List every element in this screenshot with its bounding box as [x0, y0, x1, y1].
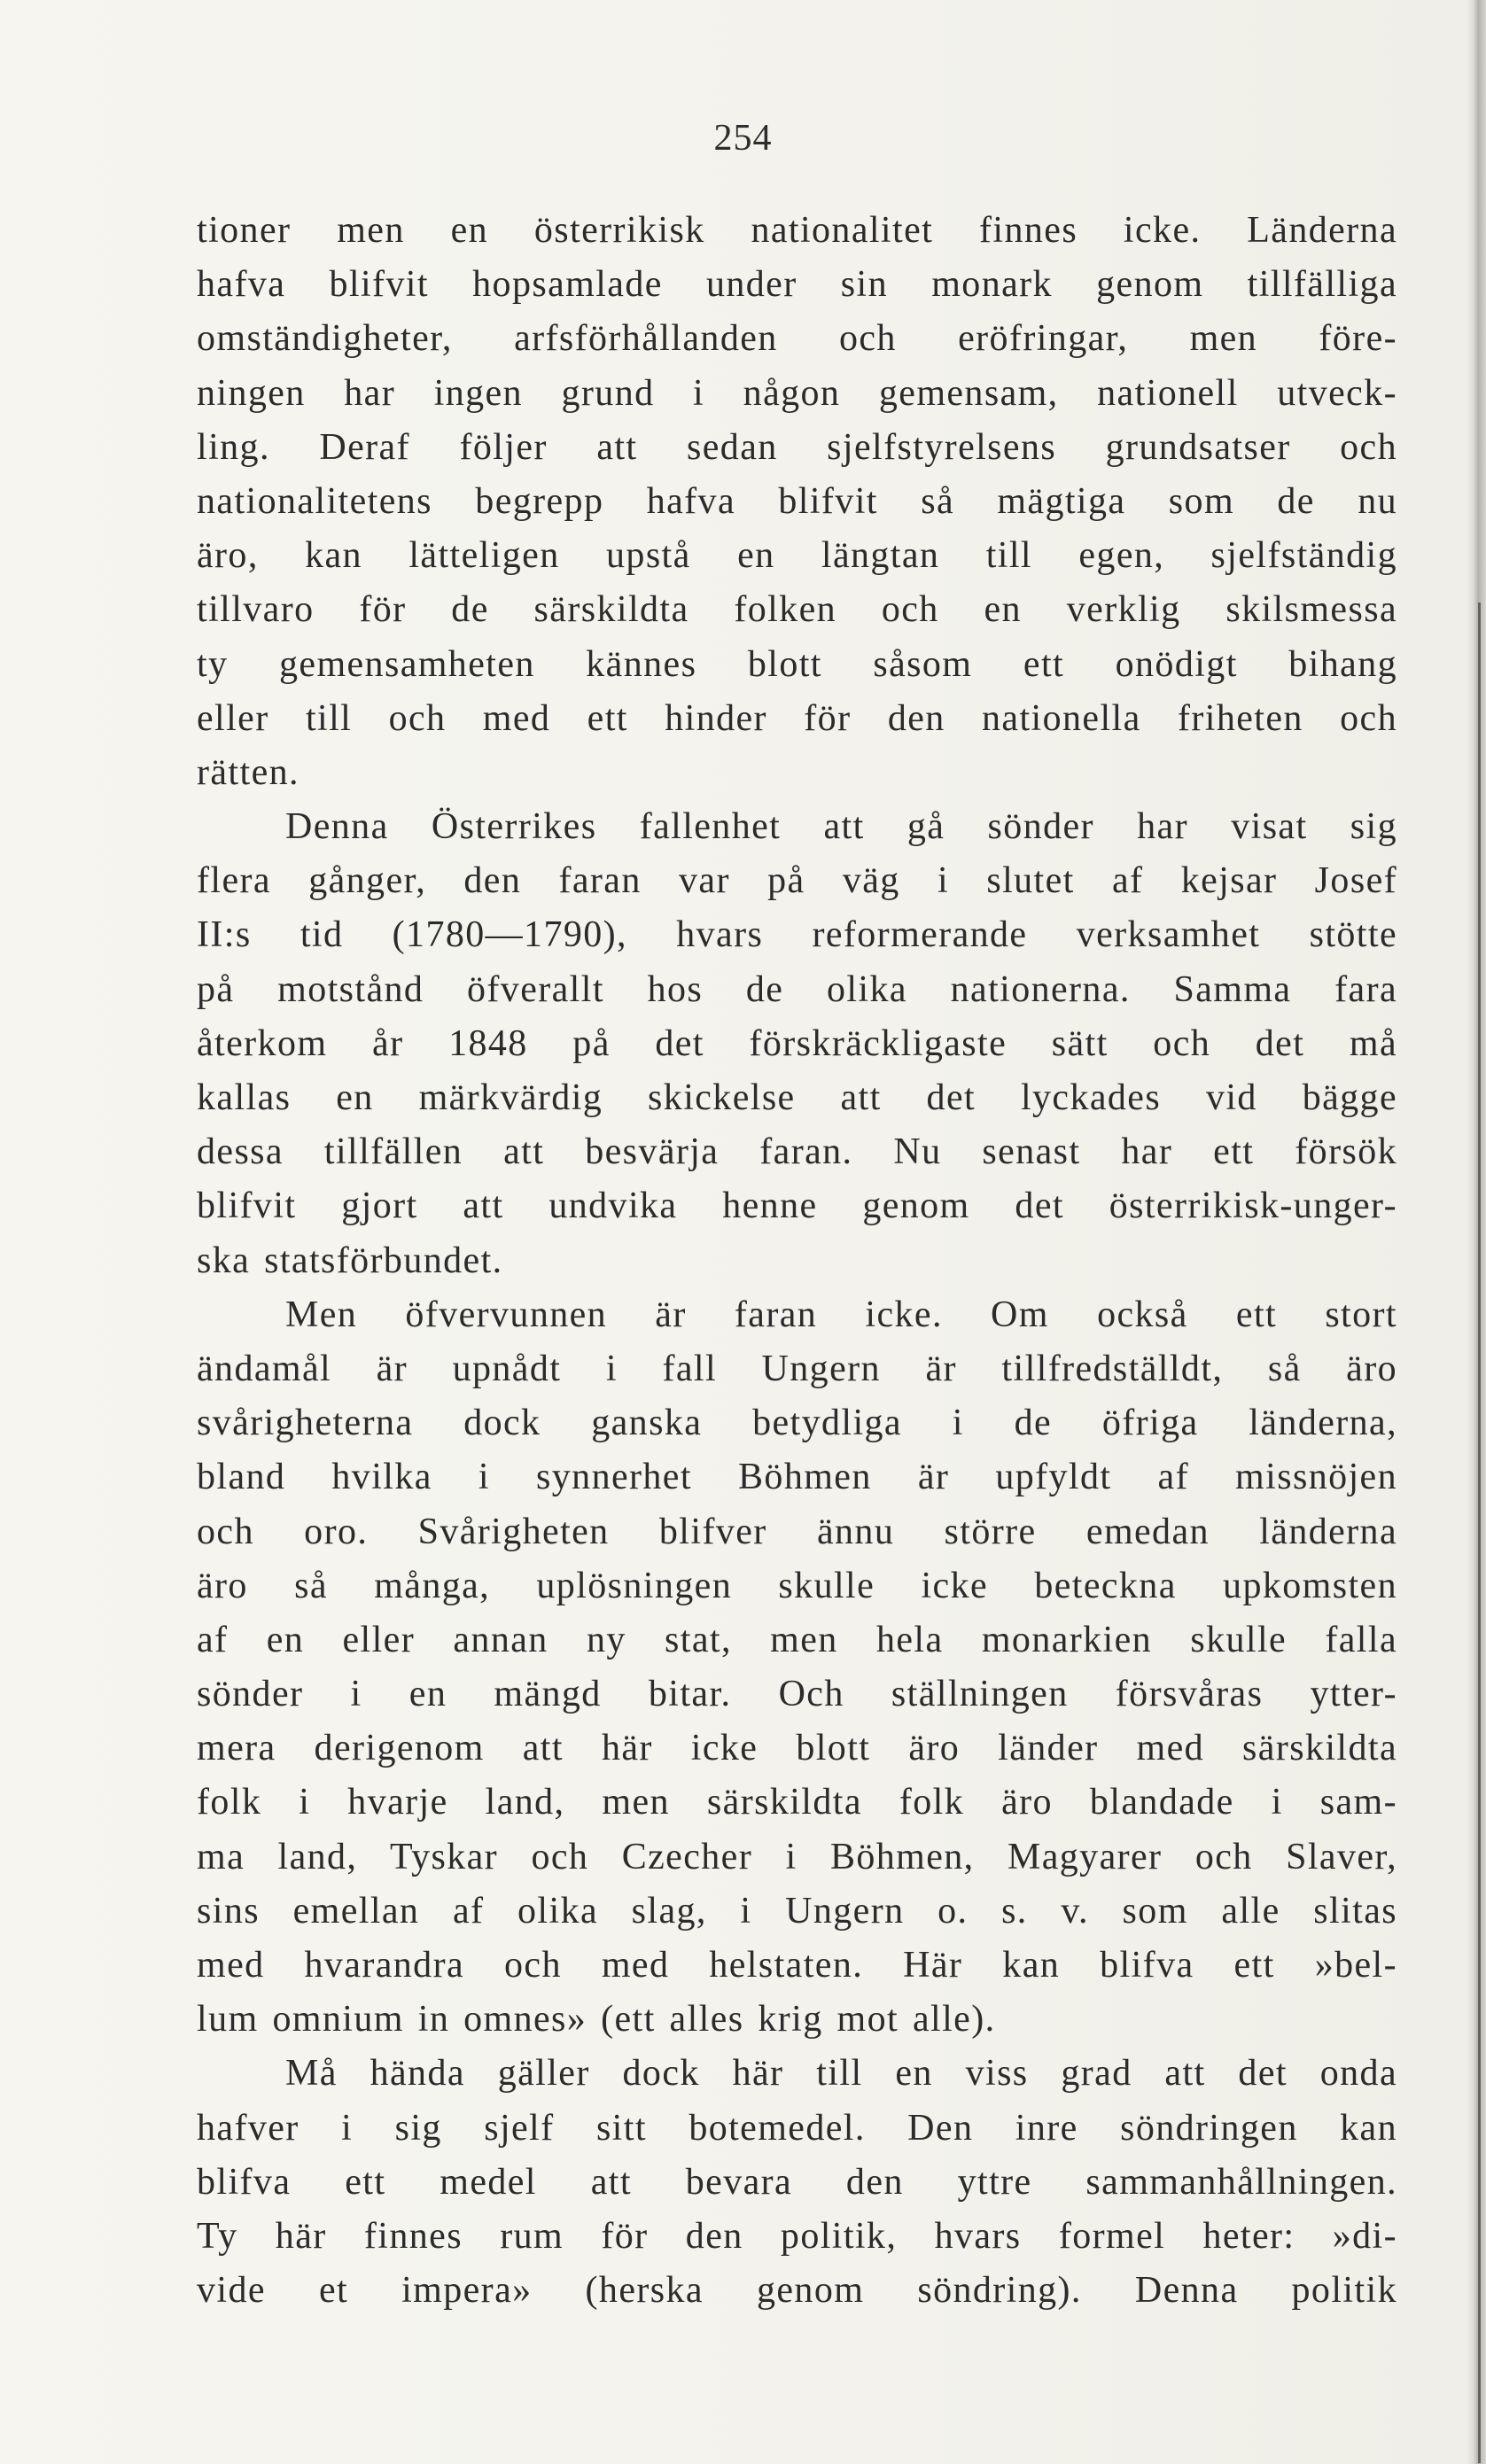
text-line: II:s tid (1780—1790), hvars reformerande verksamhet stötte	[197, 914, 1397, 956]
text-line: nationalitetens begrepp hafva blifvit så mägtiga som de nu	[197, 480, 1397, 522]
text-line: sönder i en mängd bitar. Och ställningen försvåras ytter-	[197, 1674, 1397, 1715]
text-line: Men öfvervunnen är faran icke. Om också ett stort	[285, 1294, 1397, 1335]
text-line: äro, kan lätteligen upstå en längtan till egen, sjelfständig	[197, 535, 1397, 577]
text-line: Denna Österrikes fallenhet att gå sönder har visat sig	[285, 806, 1397, 848]
text-line: Ty här finnes rum för den politik, hvars formel heter: »di-	[197, 2215, 1397, 2257]
text-line: svårigheterna dock ganska betydliga i de öfriga länderna,	[197, 1403, 1397, 1444]
text-line: omständigheter, arfsförhållanden och eröfringar, men före-	[197, 318, 1397, 360]
text-line: tillvaro för de särskildta folken och en verklig skilsmessa	[197, 589, 1397, 631]
text-line: mera derigenom att här icke blott äro länder med särskildta	[197, 1728, 1397, 1769]
page-edge-shadow	[1467, 0, 1486, 2464]
text-line: ty gemensamheten kännes blott såsom ett onödigt bihang	[197, 643, 1397, 685]
text-line: bland hvilka i synnerhet Böhmen är upfyldt af missnöjen	[197, 1457, 1397, 1498]
text-line: dessa tillfällen att besvärja faran. Nu senast har ett försök	[197, 1131, 1397, 1173]
text-line: äro så många, uplösningen skulle icke beteckna upkomsten	[197, 1565, 1397, 1606]
text-line: Må hända gäller dock här till en viss grad att det onda	[285, 2053, 1397, 2095]
text-line: tioner men en österrikisk nationalitet finnes icke. Länderna	[197, 210, 1397, 251]
text-line: blifva ett medel att bevara den yttre sammanhållningen.	[197, 2161, 1397, 2203]
text-line: hafva blifvit hopsamlade under sin monark genom tillfälliga	[197, 264, 1397, 306]
text-line: kallas en märkvärdig skickelse att det lyckades vid bägge	[197, 1077, 1397, 1118]
text-line: hafver i sig sjelf sitt botemedel. Den inre söndringen kan	[197, 2107, 1397, 2149]
text-line: återkom år 1848 på det förskräckligaste sätt och det må	[197, 1022, 1397, 1064]
text-line: ma land, Tyskar och Czecher i Böhmen, Magyarer och Slaver,	[197, 1836, 1397, 1877]
text-line: ling. Deraf följer att sedan sjelfstyrelsens grundsatser och	[197, 426, 1397, 468]
text-line: lum omnium in omnes» (ett alles krig mot alle).	[197, 1999, 996, 2040]
text-line: eller till och med ett hinder för den nationella friheten och	[197, 697, 1397, 739]
text-line: och oro. Svårigheten blifver ännu större emedan länderna	[197, 1511, 1397, 1552]
text-line: rätten.	[197, 751, 300, 793]
page-number: 254	[713, 118, 773, 159]
text-line: flera gånger, den faran var på väg i slutet af kejsar Josef	[197, 860, 1397, 902]
text-line: med hvarandra och med helstaten. Här kan blifva ett »bel-	[197, 1945, 1397, 1986]
text-line: af en eller annan ny stat, men hela monarkien skulle falla	[197, 1619, 1397, 1660]
text-line: på motstånd öfverallt hos de olika nationerna. Samma fara	[197, 968, 1397, 1010]
text-line: sins emellan af olika slag, i Ungern o. s. v. som alle slitas	[197, 1890, 1397, 1932]
text-line: ändamål är upnådt i fall Ungern är tillfredställdt, så äro	[197, 1348, 1397, 1389]
body-text	[197, 204, 1397, 2318]
page-edge-line	[1478, 602, 1481, 2463]
text-line: folk i hvarje land, men särskildta folk äro blandade i sam-	[197, 1782, 1397, 1823]
text-line: ska statsförbundet.	[197, 1240, 503, 1281]
text-line: ningen har ingen grund i någon gemensam, nationell utveck-	[197, 372, 1397, 414]
text-line: blifvit gjort att undvika henne genom det österrikisk-unger-	[197, 1185, 1397, 1227]
text-line: vide et impera» (herska genom söndring). Denna politik	[197, 2270, 1397, 2312]
